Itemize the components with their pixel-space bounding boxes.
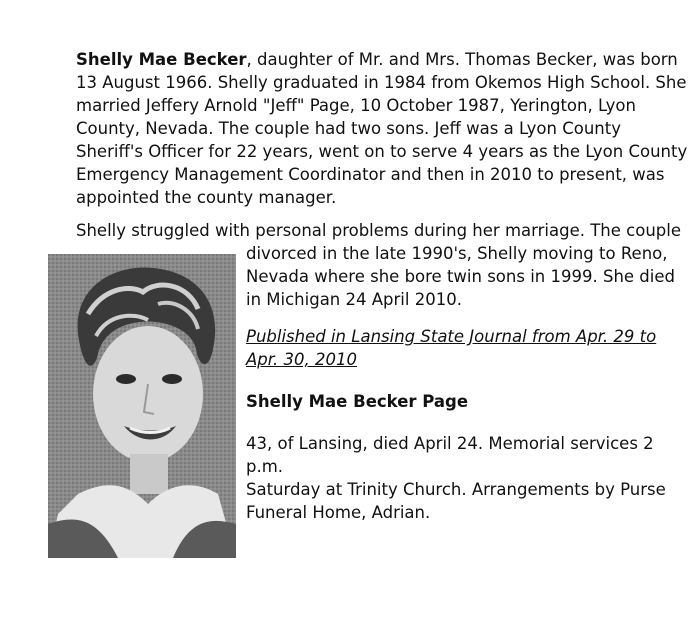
biography-line: 13 August 1966. Shelly graduated in 1984 from Okemos High School. She [76,73,687,92]
personal-line: in Michigan 24 April 2010. [246,290,462,309]
biography-line: married Jeffery Arnold "Jeff" Page, 10 October 1987, Yerington, Lyon [76,96,636,115]
notice-details [246,432,686,524]
biography-line: appointed the county manager. [76,188,337,207]
notice-line: Funeral Home, Adrian. [246,503,431,522]
personal-line: Nevada where she bore twin sons in 1999. She died [246,267,675,286]
publication-link[interactable] [246,325,686,371]
notice-heading: Shelly Mae Becker Page [246,392,469,411]
publication-line: Published in Lansing State Journal from Apr. 29 to [246,327,657,346]
personal-paragraph [246,242,686,311]
portrait-photo [48,254,236,558]
personal-paragraph-first-line: Shelly struggled with personal problems during her marriage. The couple [76,221,681,240]
biography-line: Sheriff's Officer for 22 years, went on to serve 4 years as the Lyon County [76,142,688,161]
notice-line: Saturday at Trinity Church. Arrangements by Purse [246,480,666,499]
biography-line: County, Nevada. The couple had two sons. Jeff was a Lyon County [76,119,621,138]
subject-name: Shelly Mae Becker [76,50,247,69]
biography-line: Emergency Management Coordinator and then in 2010 to present, was [76,165,665,184]
publication-line: Apr. 30, 2010 [246,350,357,369]
biography-line [76,48,676,71]
personal-line: divorced in the late 1990's, Shelly moving to Reno, [246,244,668,263]
notice-line: p.m. [246,457,284,476]
biography-paragraph [76,48,688,209]
notice-line: 43, of Lansing, died April 24. Memorial services 2 [246,434,654,453]
biography-line-rest: , daughter of Mr. and Mrs. Thomas Becker, was born [246,50,678,69]
portrait-image [48,254,236,558]
